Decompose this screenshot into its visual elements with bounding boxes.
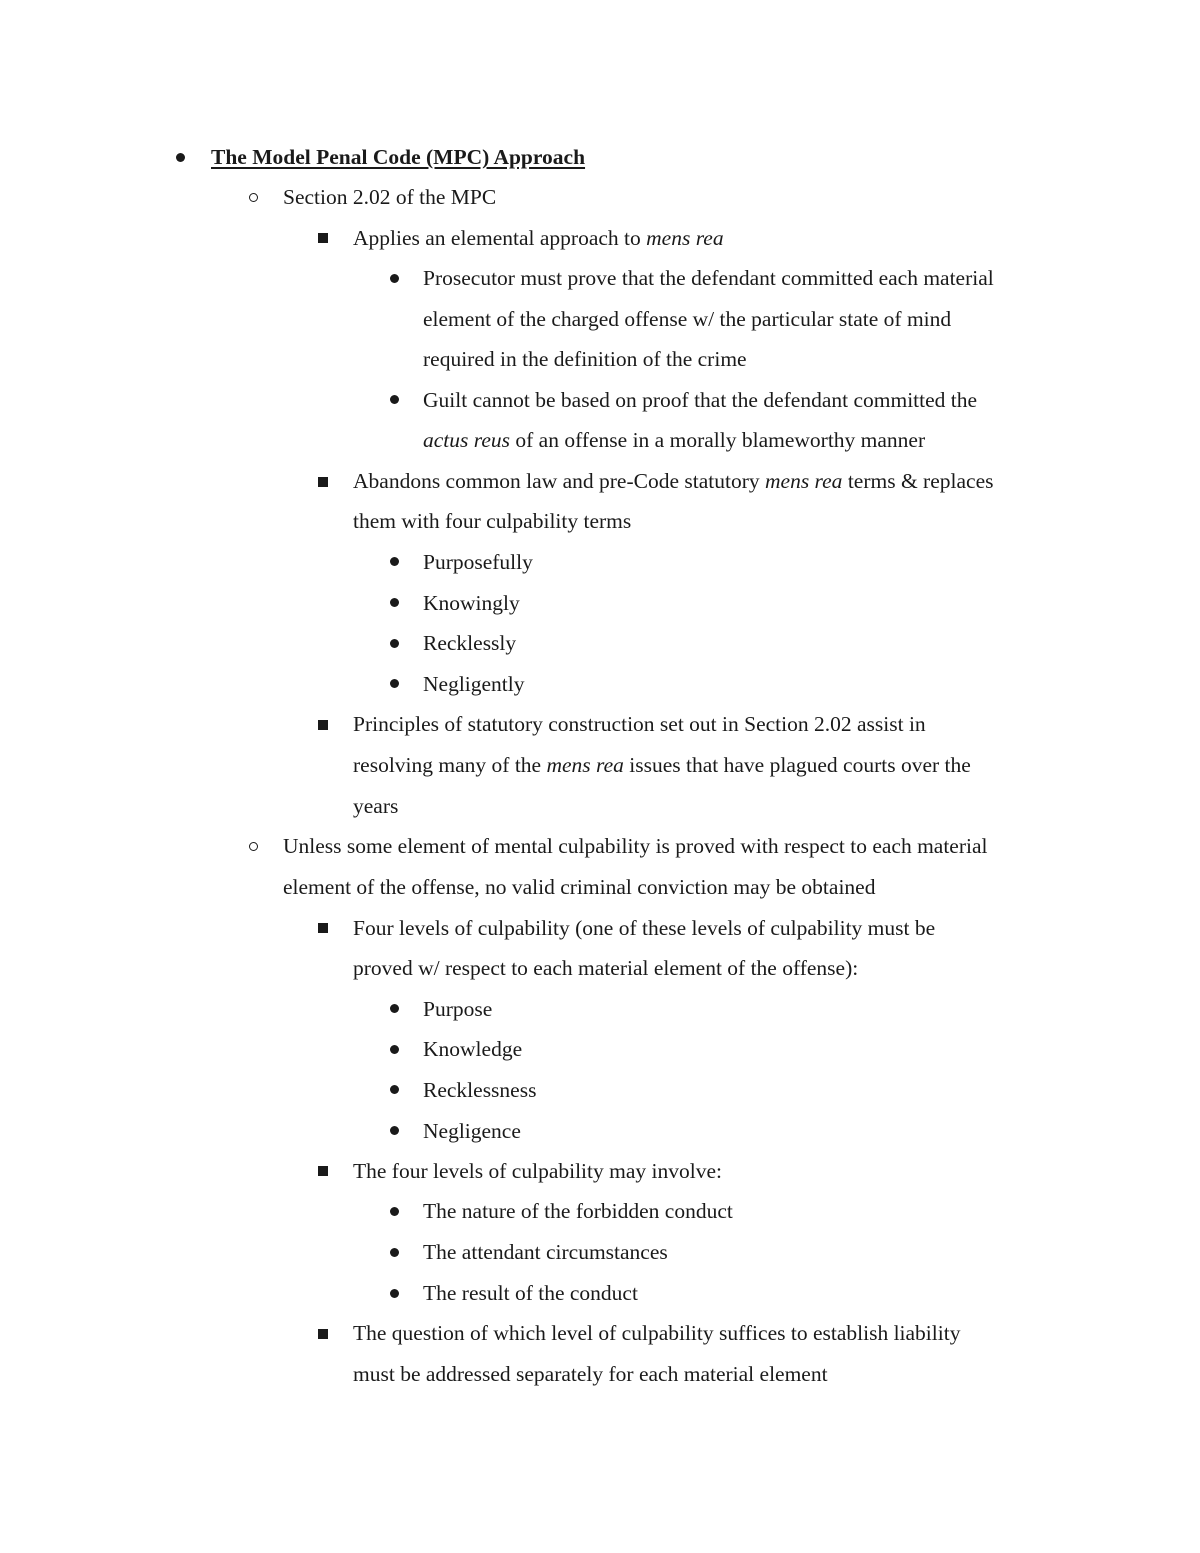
culpability-level: Recklessness [423,1078,537,1102]
bullet-dot-icon [390,1004,399,1013]
outline-item-abandons-line-2: them with four culpability terms [353,509,632,533]
involve-item: The result of the conduct [423,1281,638,1305]
outline-item-prosecutor-line-1: Prosecutor must prove that the defendant committed each material [423,266,994,290]
outline-item-four-levels-line-2: proved w/ respect to each material element of the offense): [353,956,859,980]
culpability-term: Negligently [423,672,525,696]
outline-item-four-levels-line-1: Four levels of culpability (one of these levels of culpability must be [353,916,936,940]
culpability-level: Negligence [423,1119,521,1143]
section-heading: The Model Penal Code (MPC) Approach [211,145,586,169]
bullet-square-icon [318,720,328,730]
outline-item-question-line-1: The question of which level of culpability suffices to establish liability [353,1321,961,1345]
culpability-level: Knowledge [423,1037,523,1061]
outline-item-principles-line-3: years [353,794,399,818]
text-run: resolving many of the [353,753,547,777]
outline-item-unless-line-1: Unless some element of mental culpability is proved with respect to each material [283,834,988,858]
bullet-square-icon [318,233,328,243]
culpability-term: Knowingly [423,591,520,615]
outline-item-prosecutor-line-3: required in the definition of the crime [423,347,747,371]
bullet-dot-icon [390,1085,399,1094]
bullet-dot-icon [390,1207,399,1216]
bullet-square-icon [318,1329,328,1339]
bullet-square-icon [318,1166,328,1176]
bullet-dot-icon [390,639,399,648]
culpability-term: Recklessly [423,631,517,655]
latin-term: mens rea [765,469,843,493]
text-run: terms & replaces [842,469,994,493]
outline-item-question-line-2: must be addressed separately for each material element [353,1362,828,1386]
bullet-dot-icon [176,153,185,162]
bullet-dot-icon [390,557,399,566]
bullet-dot-icon [390,395,399,404]
bullet-dot-icon [390,1045,399,1054]
bullet-dot-icon [390,1126,399,1135]
latin-term: mens rea [546,753,624,777]
bullet-dot-icon [390,679,399,688]
outline-item-guilt-line-1: Guilt cannot be based on proof that the defendant committed the [423,388,978,412]
bullet-dot-icon [390,598,399,607]
outline-item-elemental-approach [353,223,724,253]
text-run: of an offense in a morally blameworthy manner [510,428,926,452]
text-run: issues that have plagued courts over the [623,753,971,777]
bullet-dot-icon [390,1248,399,1257]
involve-item: The attendant circumstances [423,1240,668,1264]
latin-term: mens rea [646,226,724,250]
culpability-term: Purposefully [423,550,533,574]
culpability-level: Purpose [423,997,493,1021]
outline-item-guilt-line-2 [423,425,925,455]
bullet-square-icon [318,477,328,487]
outline-item-prosecutor-line-2: element of the charged offense w/ the particular state of mind [423,307,952,331]
bullet-dot-icon [390,1289,399,1298]
bullet-circle-icon [249,193,258,202]
bullet-square-icon [318,923,328,933]
outline-item-abandons-line-1 [353,466,993,496]
text-run: Applies an elemental approach to [353,226,647,250]
outline-item-may-involve: The four levels of culpability may involve: [353,1159,722,1183]
bullet-dot-icon [390,274,399,283]
outline-item-principles-line-1: Principles of statutory construction set out in Section 2.02 assist in [353,712,926,736]
outline-item-section-202: Section 2.02 of the MPC [283,185,497,209]
latin-term: actus reus [423,428,510,452]
text-run: Abandons common law and pre-Code statutory [353,469,765,493]
bullet-circle-icon [249,842,258,851]
involve-item: The nature of the forbidden conduct [423,1199,733,1223]
outline-item-principles-line-2 [353,750,971,780]
outline-item-unless-line-2: element of the offense, no valid criminal conviction may be obtained [283,875,876,899]
